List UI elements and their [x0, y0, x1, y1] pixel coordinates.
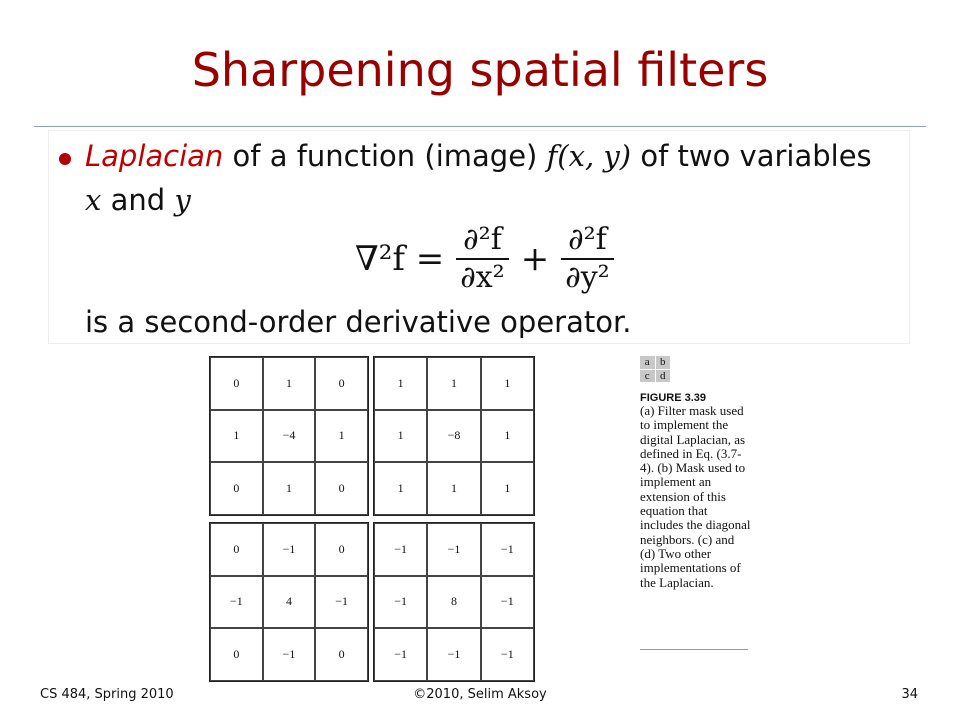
figure-panel-key — [640, 356, 670, 382]
mask-cell: 1 — [263, 462, 316, 515]
mask-cell: −8 — [427, 410, 480, 463]
mask-cell: 1 — [481, 357, 534, 410]
mask-cell: −1 — [374, 523, 427, 576]
fraction-term-2 — [561, 222, 614, 296]
math-x: x — [85, 183, 102, 217]
filter-mask-d — [373, 522, 535, 682]
mask-cell: −1 — [263, 523, 316, 576]
mask-cell: −1 — [315, 576, 368, 629]
footer-course: CS 484, Spring 2010 — [40, 687, 174, 702]
laplacian-term: Laplacian — [85, 139, 224, 173]
bullet-text-and: and — [101, 183, 175, 217]
key-b: b — [656, 356, 671, 369]
slide-title: Sharpening spatial filters — [191, 43, 769, 97]
footer-page-number: 34 — [901, 687, 918, 702]
mask-cell: −1 — [263, 628, 316, 681]
math-f-xy: f(x, y) — [546, 139, 632, 173]
mask-cell: −1 — [210, 576, 263, 629]
mask-cell: 0 — [210, 357, 263, 410]
bullet-dot-icon — [59, 153, 71, 165]
mask-cell: 0 — [315, 628, 368, 681]
mask-cell: 1 — [427, 462, 480, 515]
mask-cell: 1 — [263, 357, 316, 410]
mask-cell: 0 — [210, 628, 263, 681]
filter-mask-b — [373, 356, 535, 516]
filter-mask-c — [209, 522, 369, 682]
mask-cell: 1 — [427, 357, 480, 410]
mask-cell: −4 — [263, 410, 316, 463]
mask-cell: 1 — [210, 410, 263, 463]
key-c: c — [640, 370, 655, 383]
fraction-1-numerator: ∂²f — [463, 222, 502, 257]
mask-cell: −1 — [427, 628, 480, 681]
fraction-1-denominator: ∂x² — [460, 260, 505, 295]
equation-plus: + — [520, 239, 550, 279]
title-divider — [34, 126, 926, 127]
bullet-text-b: of two variables — [631, 139, 872, 173]
fraction-term-1 — [456, 222, 508, 296]
mask-cell: 0 — [210, 523, 263, 576]
mask-cell: 0 — [315, 462, 368, 515]
mask-cell: 1 — [374, 462, 427, 515]
caption-divider — [640, 649, 748, 650]
bullet-panel — [48, 130, 910, 344]
mask-cell: 1 — [374, 357, 427, 410]
mask-cell: 0 — [315, 523, 368, 576]
mask-cell: −1 — [481, 576, 534, 629]
mask-cell: 1 — [315, 410, 368, 463]
mask-cell: −1 — [374, 628, 427, 681]
bullet-line-1 — [85, 135, 872, 177]
fraction-2-numerator: ∂²f — [568, 222, 607, 257]
bullet-line-2 — [85, 179, 191, 221]
mask-cell: 0 — [315, 357, 368, 410]
key-d: d — [656, 370, 671, 383]
mask-cell: 8 — [427, 576, 480, 629]
fraction-2-denominator: ∂y² — [565, 260, 610, 295]
laplacian-equation — [355, 219, 620, 299]
mask-cell: 1 — [374, 410, 427, 463]
equation-lhs: ∇²f = — [355, 239, 445, 279]
bullet-line-conclusion: is a second-order derivative operator. — [85, 305, 632, 339]
figure-label: FIGURE 3.39 — [640, 392, 707, 404]
mask-cell: 0 — [210, 462, 263, 515]
mask-cell: 1 — [481, 462, 534, 515]
figure-caption: (a) Filter mask used to implement the digital Laplacian, as defined in Eq. (3.7-4). (b) Mask used to implement an extension of this equation that includes the diagonal neighbors. (c) and (d) Two other implementations of the Laplacian. — [640, 403, 751, 590]
bullet-text-a: of a function (image) — [223, 139, 547, 173]
footer-copyright: ©2010, Selim Aksoy — [413, 687, 547, 702]
mask-cell: 1 — [481, 410, 534, 463]
mask-cell: 4 — [263, 576, 316, 629]
filter-mask-a — [209, 356, 369, 516]
mask-cell: −1 — [427, 523, 480, 576]
math-y: y — [174, 183, 191, 217]
key-a: a — [640, 356, 655, 369]
mask-cell: −1 — [481, 523, 534, 576]
mask-cell: −1 — [374, 576, 427, 629]
mask-cell: −1 — [481, 628, 534, 681]
